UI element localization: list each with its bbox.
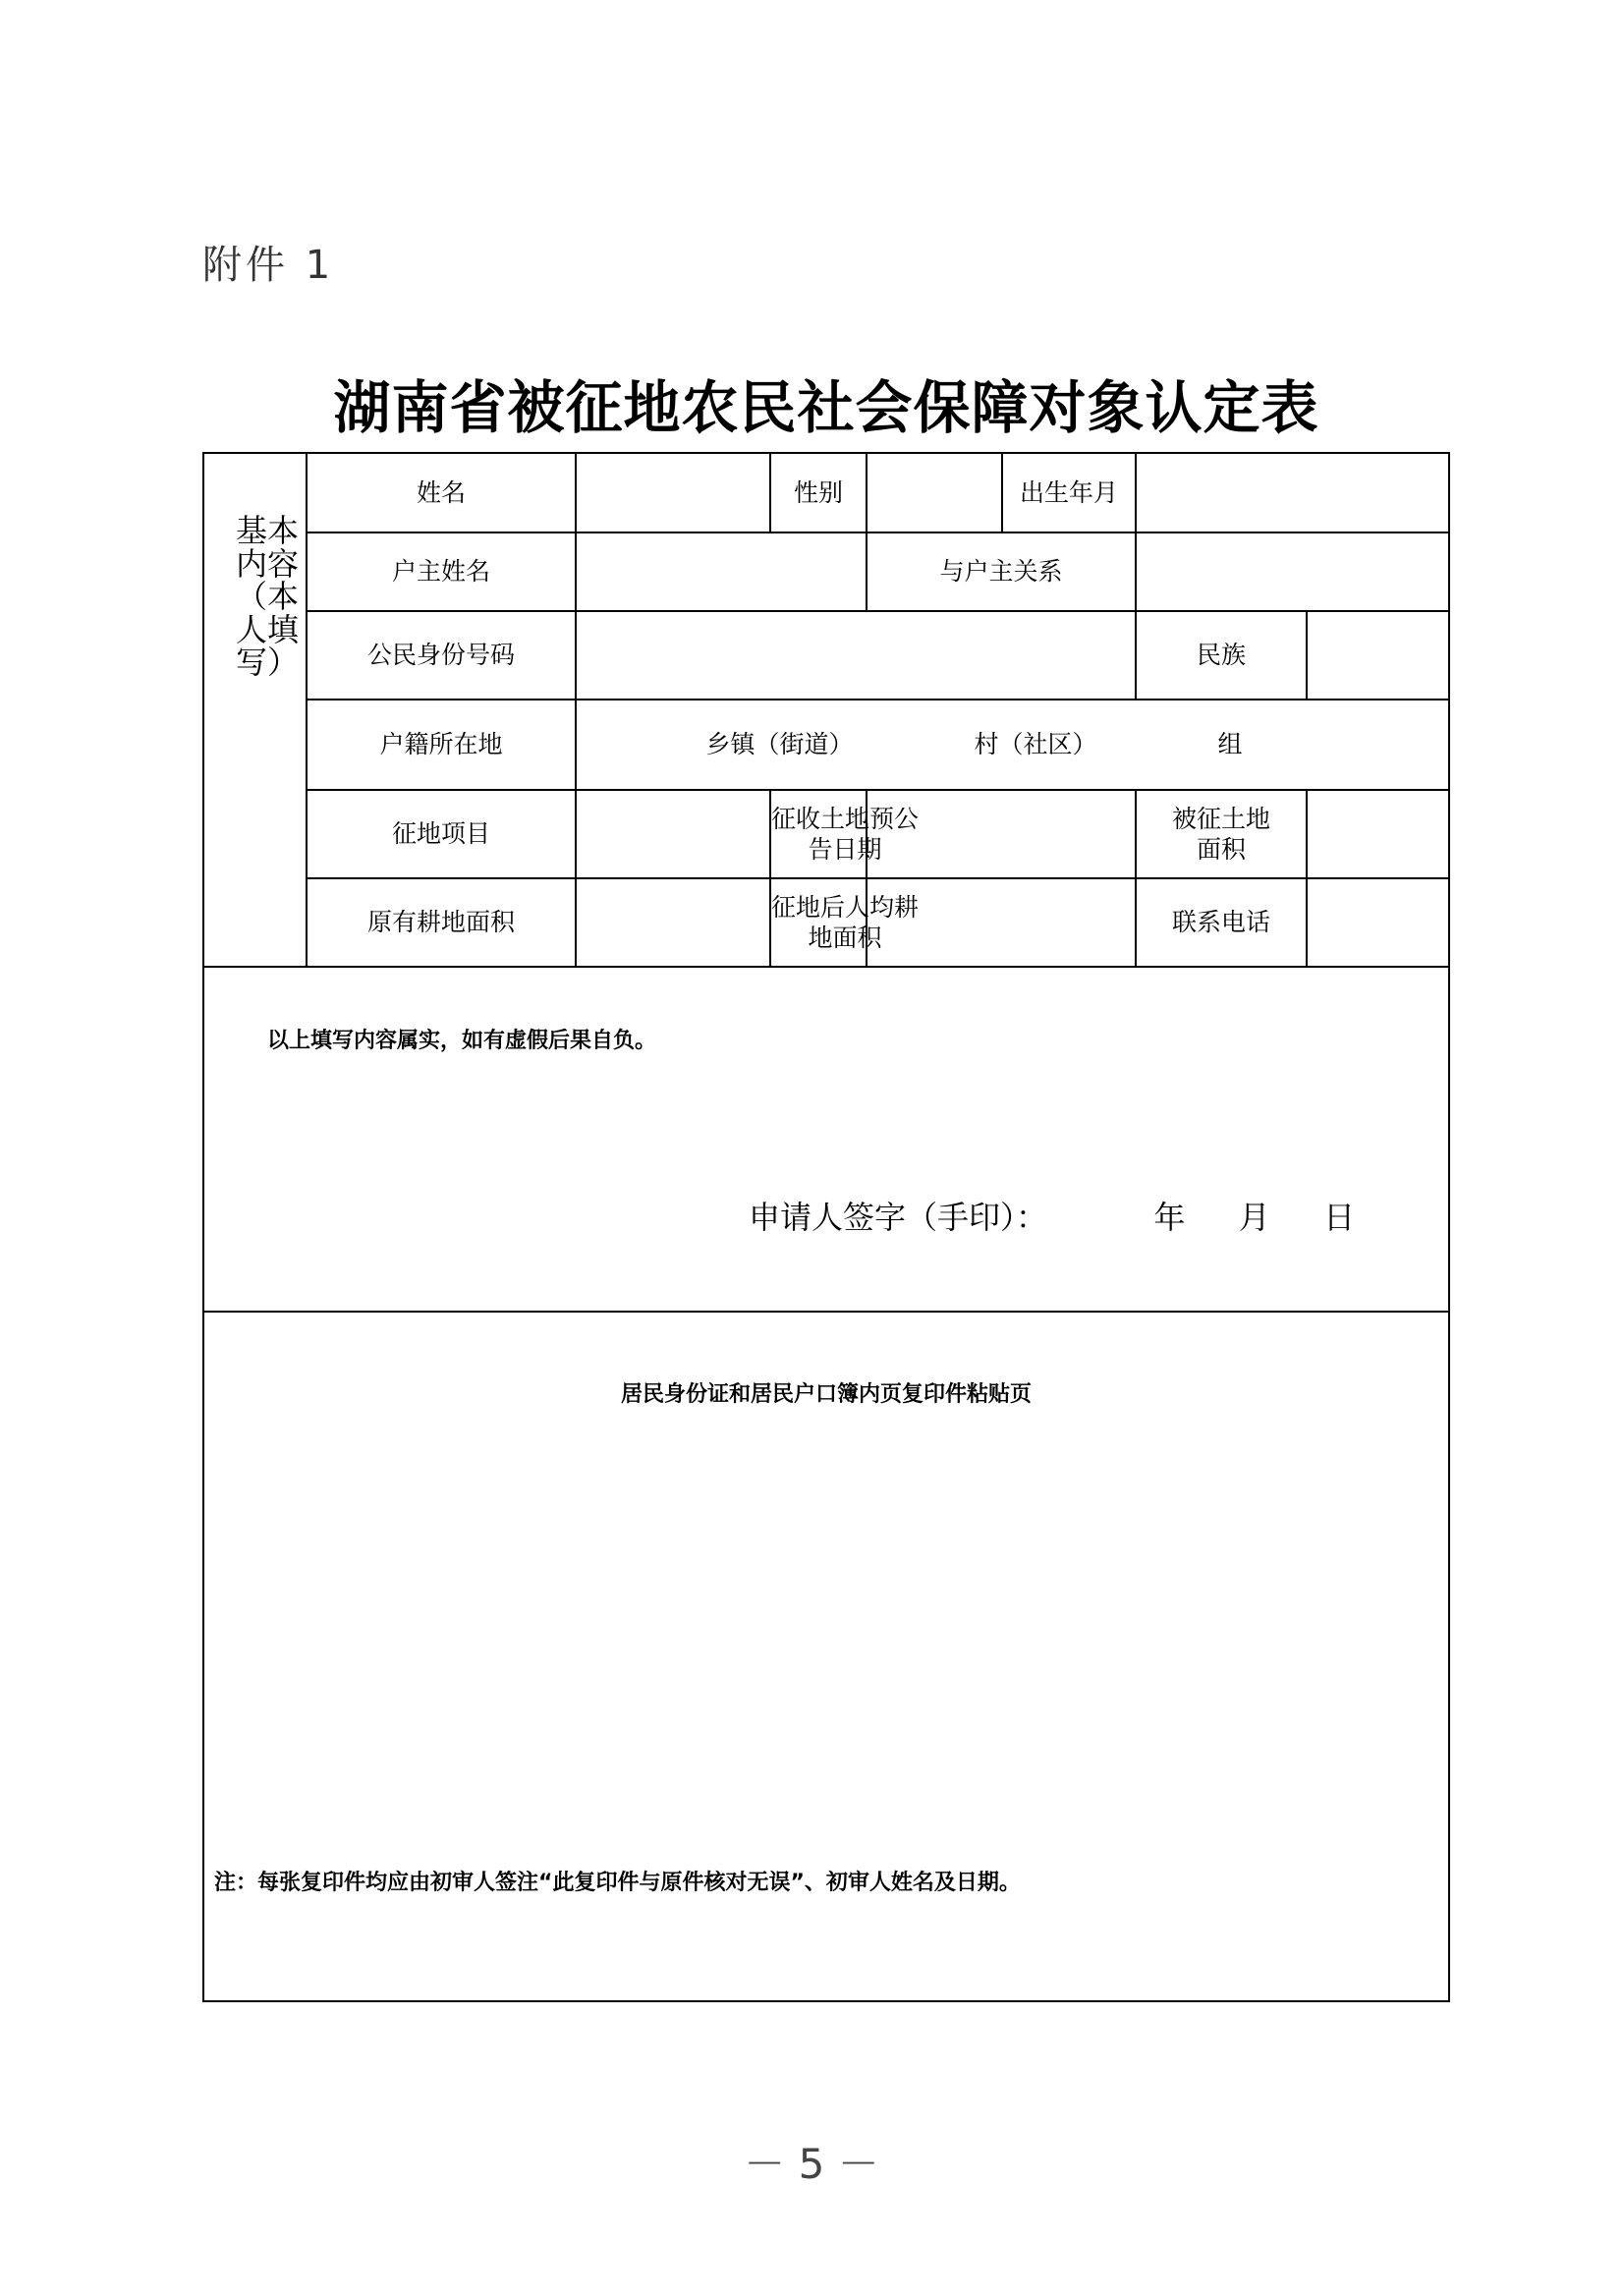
original-area-field[interactable]: [576, 878, 770, 967]
birth-field[interactable]: [1136, 454, 1448, 532]
section-label: 基本内容（本人填写）: [236, 512, 300, 682]
household-head-field[interactable]: [576, 532, 867, 611]
expropriated-area-label-text: 被征土地面积: [1172, 804, 1271, 864]
per-capita-area-label-text: 征地后人均耕地面积: [771, 892, 920, 952]
name-label: 姓名: [307, 454, 576, 532]
date-month: 月: [1238, 1199, 1270, 1236]
name-field[interactable]: [576, 454, 770, 532]
id-number-field[interactable]: [576, 611, 1136, 700]
phone-field[interactable]: [1307, 878, 1448, 967]
ethnicity-label: 民族: [1136, 611, 1307, 700]
paste-area-label: 居民身份证和居民户口簿内页复印件粘贴页: [620, 1382, 1032, 1407]
phone-label: 联系电话: [1136, 878, 1307, 967]
declaration-section: [204, 965, 1448, 1313]
expropriated-area-field[interactable]: [1307, 790, 1448, 878]
date-year: 年: [1153, 1199, 1186, 1236]
household-head-label: 户主姓名: [307, 532, 576, 611]
page-number: － 5 －: [744, 2140, 879, 2188]
project-label: 征地项目: [307, 790, 576, 878]
relation-label: 与户主关系: [867, 532, 1136, 611]
certification-form: [202, 452, 1450, 2002]
original-area-label: 原有耕地面积: [307, 878, 576, 967]
date-day: 日: [1323, 1199, 1356, 1236]
section-label-cell: [204, 454, 307, 967]
township-label: 乡镇（街道）: [705, 730, 854, 759]
declaration-text: 以上填写内容属实，如有虚假后果自负。: [267, 1029, 657, 1053]
per-capita-area-label: [770, 878, 920, 967]
notice-date-label: [770, 790, 920, 878]
residence-label: 户籍所在地: [307, 700, 576, 790]
expropriated-area-label: [1136, 790, 1307, 878]
village-label: 村（社区）: [974, 730, 1097, 759]
birth-label: 出生年月: [1002, 454, 1136, 532]
signature-line: [749, 1193, 1355, 1238]
gender-field[interactable]: [867, 454, 1002, 532]
group-label: 组: [1217, 730, 1243, 759]
id-number-label: 公民身份号码: [307, 611, 576, 700]
signature-label: 申请人签字（手印）：: [749, 1199, 1048, 1236]
notice-date-label-text: 征收土地预公告日期: [771, 804, 920, 864]
form-title: 湖南省被征地农民社会保障对象认定表: [333, 374, 1319, 441]
form-note: 注：每张复印件均应由初审人签注“此复印件与原件核对无误”、初审人姓名及日期。: [214, 1871, 1021, 1895]
relation-field[interactable]: [1136, 532, 1448, 611]
basic-info-table: [204, 454, 1448, 968]
ethnicity-field[interactable]: [1307, 611, 1448, 700]
residence-field[interactable]: [576, 700, 1448, 790]
attachment-label: 附件 1: [202, 243, 335, 288]
gender-label: 性别: [770, 454, 867, 532]
project-field[interactable]: [576, 790, 770, 878]
